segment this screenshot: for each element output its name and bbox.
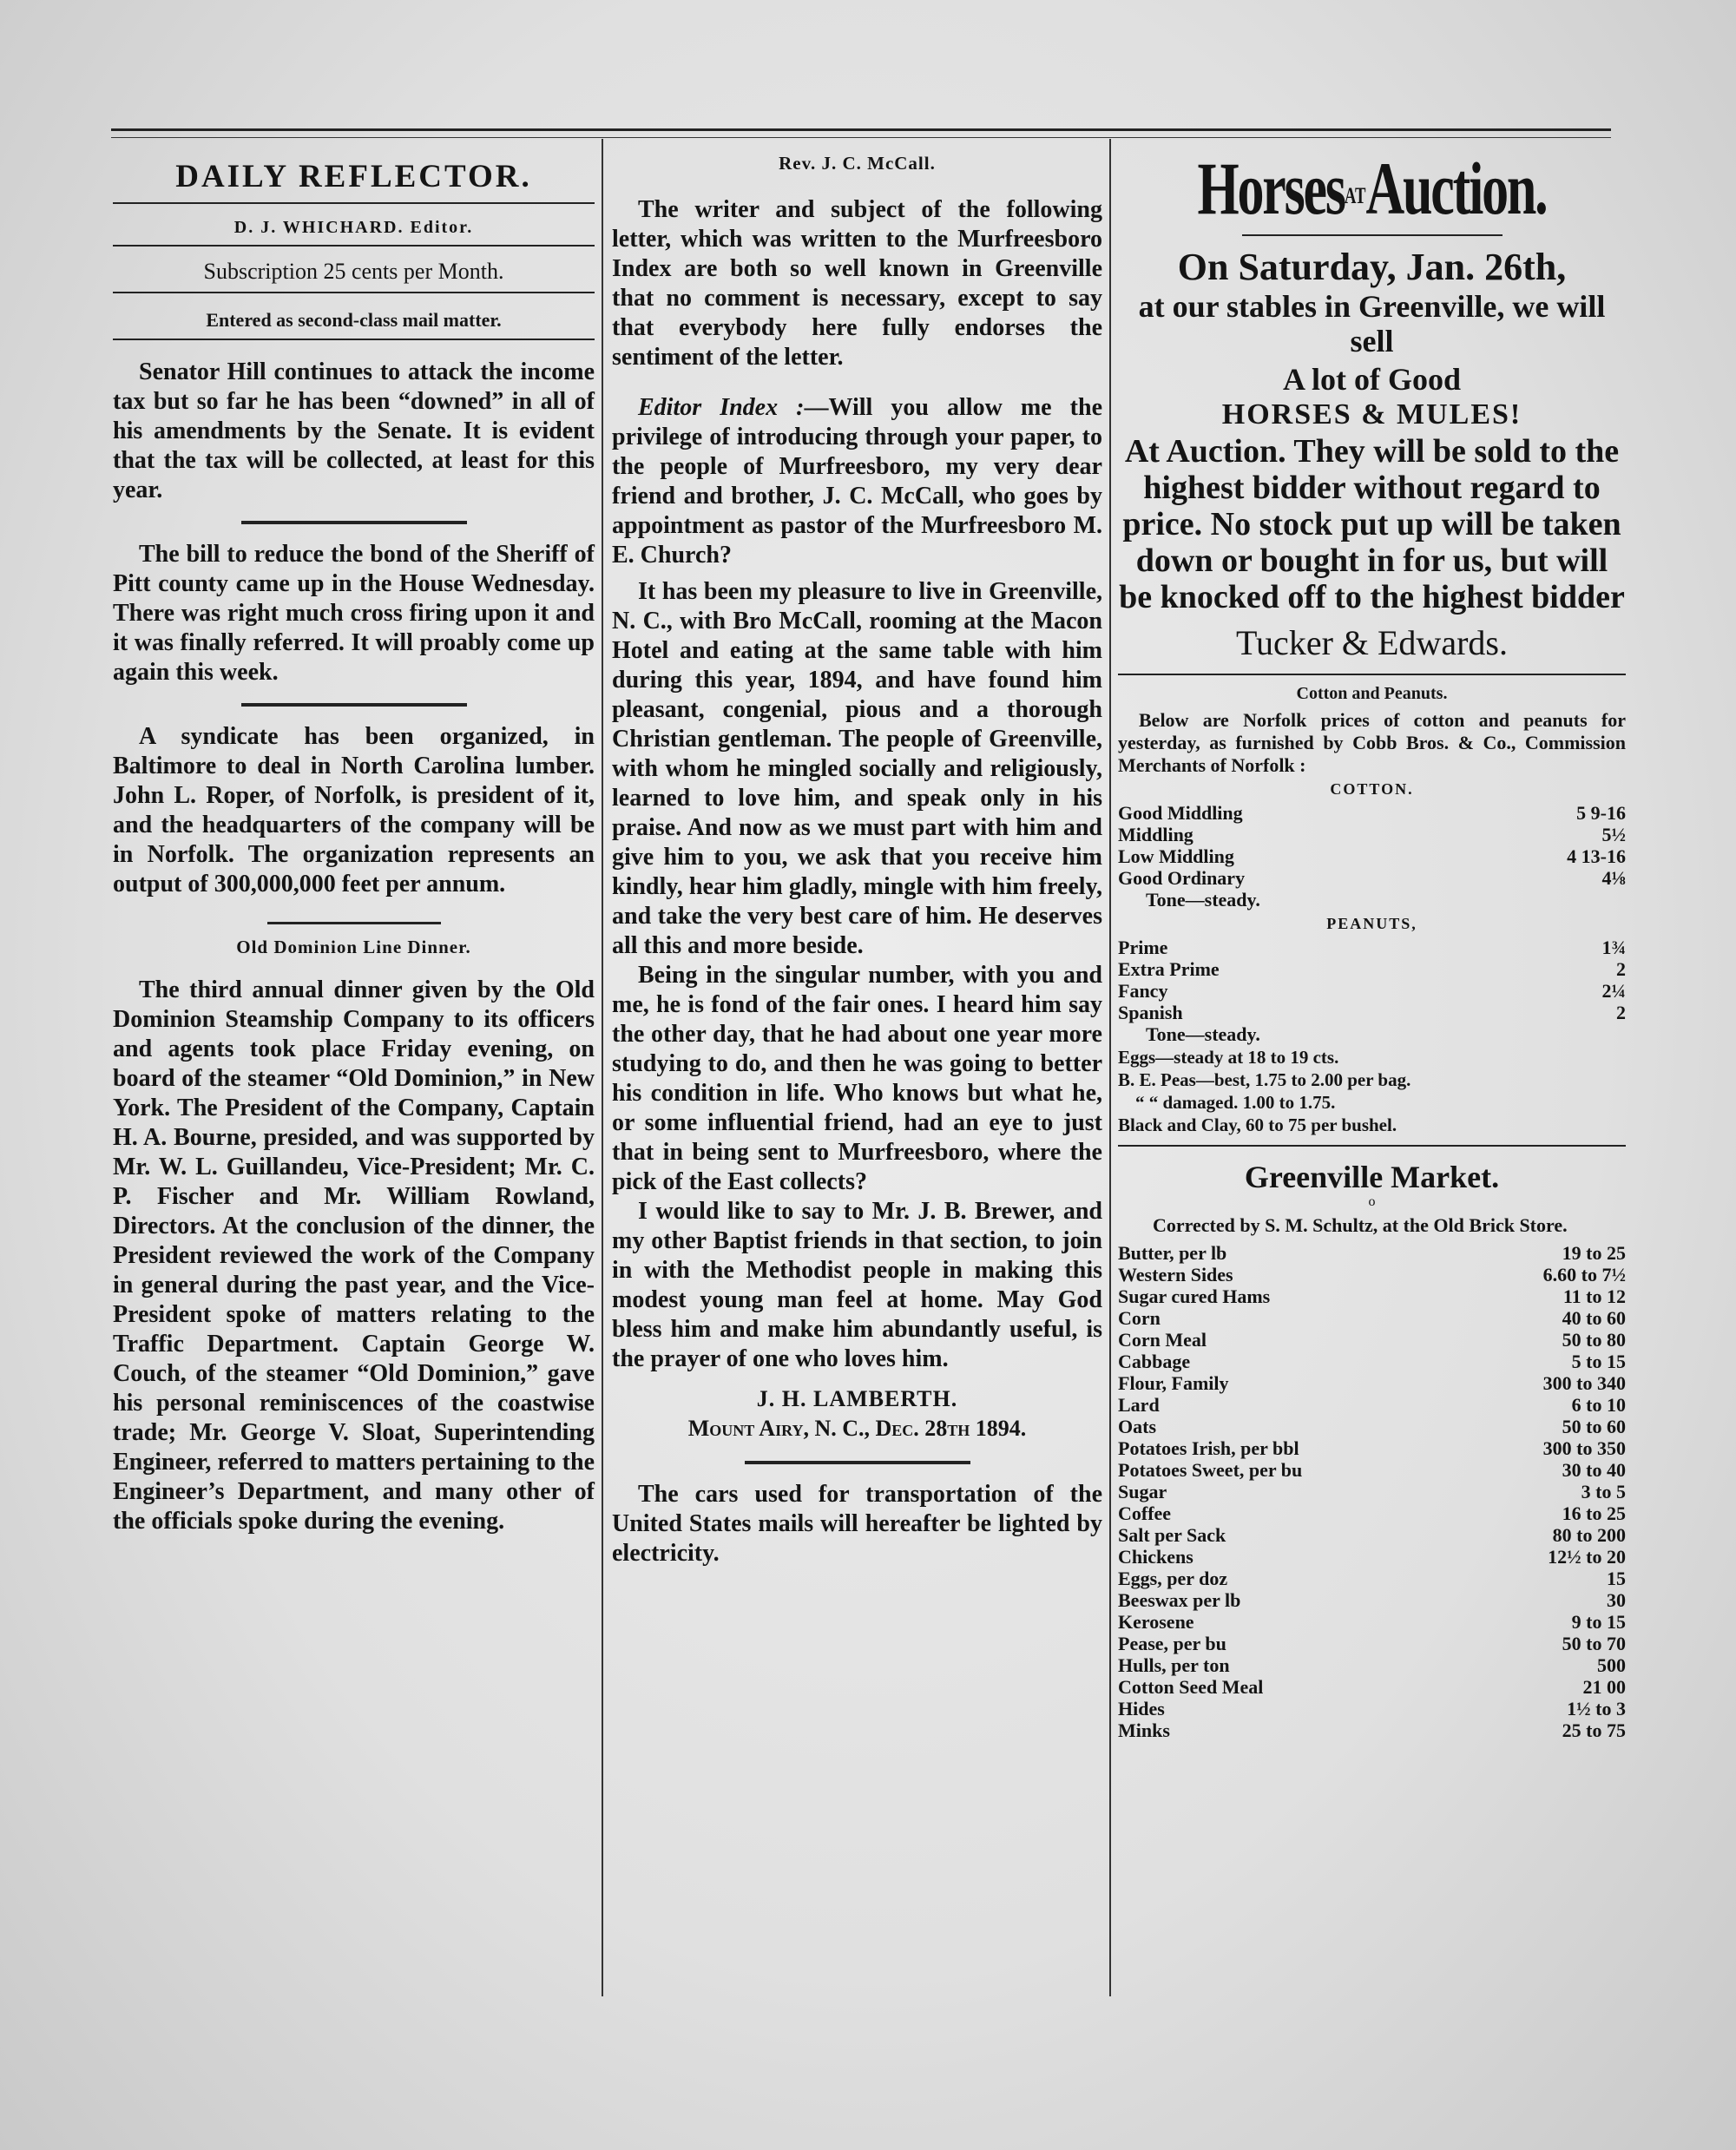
auction-bottom-rule xyxy=(1118,674,1626,675)
letter-paragraph-1 xyxy=(612,393,1102,570)
market-corrected: Corrected by S. M. Schultz, at the Old Brick Store. xyxy=(1153,1214,1568,1236)
price-name: Extra Prime xyxy=(1118,958,1220,980)
price-name: Good Middling xyxy=(1118,802,1243,824)
peanuts-label: PEANUTS, xyxy=(1326,915,1417,932)
market-row xyxy=(1118,1611,1626,1633)
market-heading: Greenville Market. xyxy=(1244,1160,1500,1194)
price-name: Fancy xyxy=(1118,980,1168,1002)
peanut-row xyxy=(1118,958,1626,980)
black-clay-note: Black and Clay, 60 to 75 per bushel. xyxy=(1118,1114,1397,1135)
market-row xyxy=(1118,1329,1626,1351)
mccall-heading: Rev. J. C. McCall. xyxy=(779,153,936,174)
market-row xyxy=(1118,1416,1626,1437)
price-name: Potatoes Irish, per bbl xyxy=(1118,1437,1299,1459)
price-name: Sugar cured Hams xyxy=(1118,1285,1271,1307)
price-value: 6.60 to 7½ xyxy=(1542,1264,1626,1285)
mccall-intro: The writer and subject of the following letter, which was written to the Murfreesboro Index are both so well known in Greenville that no comment is necessary, except to say that everybody here fully endorses the sentiment of the letter. xyxy=(612,196,1102,371)
market-row xyxy=(1118,1568,1626,1589)
market-row xyxy=(1118,1242,1626,1264)
cotton-label: COTTON. xyxy=(1330,780,1414,798)
price-name: Pease, per bu xyxy=(1118,1633,1226,1654)
auction-lot: A lot of Good xyxy=(1282,362,1461,397)
top-rule-thin xyxy=(111,137,1611,138)
article-sheriff-bond: The bill to reduce the bond of the Sheriff of Pitt county came up in the House Wednesday. There was right much cross firing upon it and it was finally referred. It will proably come up again this week. xyxy=(113,541,595,686)
market-top-rule xyxy=(1118,1145,1626,1147)
market-row xyxy=(1118,1698,1626,1719)
price-value: 9 to 15 xyxy=(1571,1611,1626,1633)
article-mail-cars: The cars used for transportation of the United States mails will hereafter be lighted by electricity. xyxy=(612,1481,1102,1567)
article-separator xyxy=(267,922,441,924)
price-name: Good Ordinary xyxy=(1118,867,1246,889)
peanut-row xyxy=(1118,1002,1626,1023)
auction-title-auction: Auction. xyxy=(1365,147,1547,230)
price-name: Hulls, per ton xyxy=(1118,1654,1230,1676)
price-value: 300 to 340 xyxy=(1542,1372,1626,1394)
price-value: 2 xyxy=(1616,1002,1626,1023)
editor-salutation: Editor Index : xyxy=(638,394,805,421)
peanut-price-list xyxy=(1118,937,1626,1023)
price-name: Eggs, per doz xyxy=(1118,1568,1228,1589)
price-value: 21 00 xyxy=(1582,1676,1626,1698)
cotton-row xyxy=(1118,845,1626,867)
price-name: Low Middling xyxy=(1118,845,1234,867)
auction-horses-mules: HORSES & MULES! xyxy=(1221,398,1522,431)
price-name: Cotton Seed Meal xyxy=(1118,1676,1264,1698)
price-name: Potatoes Sweet, per bu xyxy=(1118,1459,1303,1481)
cotton-tone: Tone—steady. xyxy=(1146,889,1260,911)
market-row xyxy=(1118,1459,1626,1481)
peas-best-note: B. E. Peas—best, 1.75 to 2.00 per bag. xyxy=(1118,1069,1411,1090)
auction-seller: Tucker & Edwards. xyxy=(1236,623,1508,662)
price-value: 12½ to 20 xyxy=(1548,1546,1626,1568)
price-value: 15 xyxy=(1607,1568,1626,1589)
column-2 xyxy=(612,148,1102,1568)
price-name: Corn Meal xyxy=(1118,1329,1207,1351)
price-name: Western Sides xyxy=(1118,1264,1233,1285)
market-row xyxy=(1118,1285,1626,1307)
masthead-rule xyxy=(113,202,595,204)
price-name: Prime xyxy=(1118,937,1168,958)
price-name: Flour, Family xyxy=(1118,1372,1229,1394)
subscription-rule xyxy=(113,292,595,293)
price-value: 30 to 40 xyxy=(1562,1459,1626,1481)
entered-rule xyxy=(113,339,595,340)
editor-rule xyxy=(113,245,595,247)
cotton-intro: Below are Norfolk prices of cotton and peanuts for yesterday, as furnished by Cobb Bros. & Co., Commission Merchants of Norfolk : xyxy=(1118,709,1626,776)
peas-damaged-note: “ “ damaged. 1.00 to 1.75. xyxy=(1135,1092,1336,1113)
price-value: 300 to 350 xyxy=(1542,1437,1626,1459)
price-value: 5½ xyxy=(1601,824,1626,845)
masthead-title: DAILY REFLECTOR. xyxy=(175,159,532,194)
market-row xyxy=(1118,1633,1626,1654)
price-value: 500 xyxy=(1597,1654,1626,1676)
price-name: Cabbage xyxy=(1118,1351,1191,1372)
auction-title-horses: Horses xyxy=(1197,147,1345,230)
cotton-price-list xyxy=(1118,802,1626,889)
price-value: 50 to 70 xyxy=(1562,1633,1626,1654)
auction-date: On Saturday, Jan. 26th, xyxy=(1177,246,1567,288)
price-name: Hides xyxy=(1118,1698,1165,1719)
column-divider-1 xyxy=(602,139,603,1996)
peanut-row xyxy=(1118,980,1626,1002)
market-row xyxy=(1118,1481,1626,1502)
cotton-row xyxy=(1118,867,1626,889)
price-value: 50 to 60 xyxy=(1562,1416,1626,1437)
article-dinner: The third annual dinner given by the Old Dominion Steamship Company to its officers and agents took place Friday evening, on board of the steamer “Old Dominion,” in New York. The President of the Company, Captain H. A. Bourne, presided, and was supported by Mr. W. L. Guillandeu, Vice-President; Mr. C. P. Fischer and Mr. William Rowland, Directors. At the conclusion of the dinner, the President reviewed the work of the Company in general during the past year, and the Vice-President spoke of matters relating to the Traffic Department. Captain George W. Couch, of the steamer “Old Dominion,” gave his personal reminiscences of the coastwise trade; Mr. George V. Sloat, Superintending Engineer, referred to matters pertaining to the Engineer’s Department, and many other of the officials spoke during the evening. xyxy=(113,976,595,1535)
market-row xyxy=(1118,1676,1626,1698)
auction-terms: At Auction. They will be sold to the highest bidder without regard to price. No stock put up will be taken down or bought in for us, but will be knocked off to the highest bidder xyxy=(1119,433,1625,615)
price-value: 80 to 200 xyxy=(1552,1524,1626,1546)
price-value: 4 13-16 xyxy=(1567,845,1626,867)
price-name: Sugar xyxy=(1118,1481,1167,1502)
market-row xyxy=(1118,1502,1626,1524)
price-value: 30 xyxy=(1607,1589,1626,1611)
article-senator-hill: Senator Hill continues to attack the income tax but so far he has been “downed” in all of his amendments by the Senate. It is evident that the tax will be collected, at least for this year. xyxy=(113,358,595,503)
auction-rule xyxy=(1242,234,1503,236)
dinner-heading: Old Dominion Line Dinner. xyxy=(236,937,471,957)
letter-paragraph-3: Being in the singular number, with you and me, he is fond of the fair ones. I heard him say the other day, that he had about one year more studying to do, and then he was going to better his condition in life. Who knows but what he, or some influential friend, had an eye to just that in being sent to Murfreesboro, where the pick of the East collects? xyxy=(612,962,1102,1195)
article-separator xyxy=(241,521,467,524)
price-name: Oats xyxy=(1118,1416,1156,1437)
price-value: 4⅛ xyxy=(1601,867,1626,889)
column-divider-2 xyxy=(1109,139,1111,1996)
price-value: 40 to 60 xyxy=(1562,1307,1626,1329)
price-name: Middling xyxy=(1118,824,1194,845)
market-row xyxy=(1118,1719,1626,1741)
masthead-editor: D. J. WHICHARD. Editor. xyxy=(233,218,474,237)
auction-location: at our stables in Greenville, we will sell xyxy=(1138,289,1606,358)
peanut-row xyxy=(1118,937,1626,958)
peanut-tone: Tone—steady. xyxy=(1146,1023,1260,1045)
article-separator xyxy=(241,703,467,707)
article-syndicate: A syndicate has been organized, in Baltimore to deal in North Carolina lumber. John L. Roper, of Norfolk, is president of it, and the headquarters of the company will be in Norfolk. The organization represents an output of 300,000,000 feet per annum. xyxy=(113,723,595,897)
auction-title xyxy=(1189,147,1555,230)
cotton-row xyxy=(1118,802,1626,824)
top-rule xyxy=(111,128,1611,131)
letter-dateline: Mount Airy, N. C., Dec. 28th 1894. xyxy=(687,1416,1027,1441)
price-name: Coffee xyxy=(1118,1502,1172,1524)
letter-paragraph-1-text: —Will you allow me the privilege of introducing through your paper, to the people of Murfreesboro, my very dear friend and brother, J. C. McCall, who goes by appointment as pastor of the Murfreesboro M. E. Church? xyxy=(612,394,1102,569)
price-value: 1½ to 3 xyxy=(1567,1698,1626,1719)
column-1 xyxy=(113,148,595,1536)
price-value: 2 xyxy=(1616,958,1626,980)
market-row xyxy=(1118,1437,1626,1459)
price-value: 11 to 12 xyxy=(1562,1285,1626,1307)
market-row xyxy=(1118,1589,1626,1611)
price-value: 5 9-16 xyxy=(1576,802,1626,824)
price-name: Spanish xyxy=(1118,1002,1183,1023)
market-row xyxy=(1118,1524,1626,1546)
market-row xyxy=(1118,1264,1626,1285)
price-name: Salt per Sack xyxy=(1118,1524,1226,1546)
market-row xyxy=(1118,1372,1626,1394)
market-row xyxy=(1118,1394,1626,1416)
market-row xyxy=(1118,1351,1626,1372)
price-value: 16 to 25 xyxy=(1562,1502,1626,1524)
price-value: 3 to 5 xyxy=(1581,1481,1626,1502)
price-name: Lard xyxy=(1118,1394,1160,1416)
market-row xyxy=(1118,1307,1626,1329)
price-value: 2¼ xyxy=(1601,980,1626,1002)
price-value: 19 to 25 xyxy=(1562,1242,1626,1264)
letter-paragraph-4: I would like to say to Mr. J. B. Brewer, and my other Baptist friends in that section, to join in with the Methodist people in making this modest young man feel at home. May God bless him and make him abundantly useful, is the prayer of one who loves him. xyxy=(612,1198,1102,1372)
letter-signature: J. H. LAMBERTH. xyxy=(756,1386,958,1411)
price-value: 6 to 10 xyxy=(1571,1394,1626,1416)
price-name: Minks xyxy=(1118,1719,1170,1741)
price-name: Corn xyxy=(1118,1307,1161,1329)
price-value: 1¾ xyxy=(1601,937,1626,958)
price-name: Chickens xyxy=(1118,1546,1194,1568)
column-3 xyxy=(1118,148,1626,1741)
eggs-note: Eggs—steady at 18 to 19 cts. xyxy=(1118,1047,1339,1068)
letter-paragraph-2: It has been my pleasure to live in Greenville, N. C., with Bro McCall, rooming at the Macon Hotel and eating at the same table with him during this year, 1894, and have found him pleasant, congenial, pious and a thorough Christian gentleman. The people of Greenville, with whom he mingled socially and religiously, learned to love him, and speak only in his praise. And now as we must part with him and give him to you, we ask that you receive him kindly, hear him gladly, mingle with him freely, and take the very best care of him. He deserves all this and more beside. xyxy=(612,578,1102,959)
price-name: Butter, per lb xyxy=(1118,1242,1227,1264)
cotton-row xyxy=(1118,824,1626,845)
market-separator: o xyxy=(1368,1194,1376,1209)
price-value: 25 to 75 xyxy=(1562,1719,1626,1741)
masthead-subscription: Subscription 25 cents per Month. xyxy=(203,259,504,284)
article-separator xyxy=(745,1461,970,1464)
cotton-heading: Cotton and Peanuts. xyxy=(1296,684,1448,703)
price-name: Beeswax per lb xyxy=(1118,1589,1241,1611)
price-value: 50 to 80 xyxy=(1562,1329,1626,1351)
price-value: 5 to 15 xyxy=(1571,1351,1626,1372)
price-name: Kerosene xyxy=(1118,1611,1194,1633)
auction-title-at: AT xyxy=(1344,183,1366,209)
market-row xyxy=(1118,1546,1626,1568)
masthead-entered: Entered as second-class mail matter. xyxy=(206,309,502,331)
market-price-list xyxy=(1118,1242,1626,1741)
market-row xyxy=(1118,1654,1626,1676)
